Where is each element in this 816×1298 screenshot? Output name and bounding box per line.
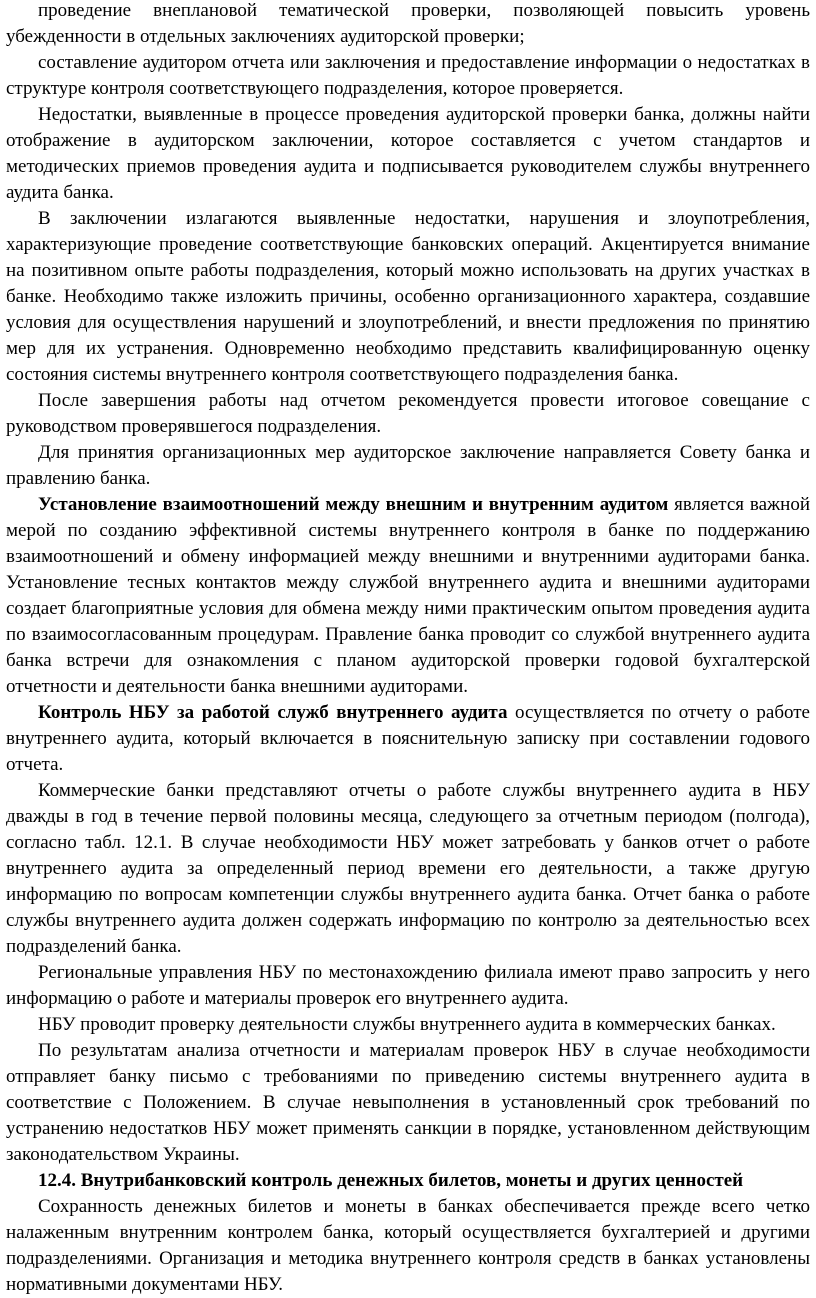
closing-paragraph (6, 1194, 810, 1298)
paragraph-12-text: По результатам анализа отчетности и материалам проверок НБУ в случае необходимости отправляет банку письмо с требованиями по приведению системы внутреннего аудита в соответствие с Положением. В случае невыполнения в установленный срок требований по устранению недостатков НБУ может применять санкции в порядке, установленном действующим законодательством Украины. (6, 1040, 810, 1165)
paragraph-8-text: осуществляется по отчету о работе внутреннего аудита, который включается в пояснительную записку при составлении годового отчета. (6, 702, 810, 775)
paragraph-10 (6, 960, 810, 1012)
paragraph-4 (6, 206, 810, 388)
paragraph-7-lead: Установление взаимоотношений между внешним и внутренним аудитом (38, 494, 669, 515)
paragraph-2 (6, 50, 810, 102)
paragraph-1-text: проведение внеплановой тематической проверки, позволяющей повысить уровень убежденности в отдельных заключениях аудиторской проверки; (6, 0, 810, 47)
paragraph-5-text: После завершения работы над отчетом рекомендуется провести итоговое совещание с руководством проверявшегося подразделения. (6, 390, 810, 437)
paragraph-8-lead: Контроль НБУ за работой служб внутреннего аудита (38, 702, 508, 723)
paragraph-10-text: Региональные управления НБУ по местонахождению филиала имеют право запросить у него информацию о работе и материалы проверок его внутреннего аудита. (6, 962, 810, 1009)
closing-paragraph-text: Сохранность денежных билетов и монеты в банках обеспечивается прежде всего четко налаженным внутренним контролем банка, который осуществляется бухгалтерией и другими подразделениями. Организация и методика внутреннего контроля средств в банках установлены нормативными документами НБУ. (6, 1196, 810, 1295)
paragraph-6 (6, 440, 810, 492)
paragraph-7 (6, 492, 810, 700)
paragraph-9-text: Коммерческие банки представляют отчеты о работе службы внутреннего аудита в НБУ дважды в год в течение первой половины месяца, следующего за отчетным периодом (полгода), согласно табл. 12.1. В случае необходимости НБУ может затребовать у банков отчет о работе внутреннего аудита за определенный период времени его деятельности, а также другую информацию по вопросам компетенции службы внутреннего аудита банка. Отчет банка о работе службы внутреннего аудита должен содержать информацию по контролю за деятельностью всех подразделений банка. (6, 780, 810, 957)
paragraph-9 (6, 778, 810, 960)
paragraph-8 (6, 700, 810, 778)
paragraph-6-text: Для принятия организационных мер аудиторское заключение направляется Совету банка и правлению банка. (6, 442, 810, 489)
paragraph-11-text: НБУ проводит проверку деятельности службы внутреннего аудита в коммерческих банках. (38, 1014, 776, 1035)
paragraph-4-text: В заключении излагаются выявленные недостатки, нарушения и злоупотребления, характеризующие проведение соответствующие банковских операций. Акцентируется внимание на позитивном опыте работы подразделения, который можно использовать на других участках в банке. Необходимо также изложить причины, особенно организационного характера, создавшие условия для осуществления нарушений и злоупотреблений, и внести предложения по принятию мер для их устранения. Одновременно необходимо представить квалифицированную оценку состояния системы внутреннего контроля соответствующего подразделения банка. (6, 208, 810, 385)
paragraph-3-text: Недостатки, выявленные в процессе проведения аудиторской проверки банка, должны найти отображение в аудиторском заключении, которое составляется с учетом стандартов и методических приемов проведения аудита и подписывается руководителем службы внутреннего аудита банка. (6, 104, 810, 203)
paragraph-2-text: составление аудитором отчета или заключения и предоставление информации о недостатках в структуре контроля соответствующего подразделения, которое проверяется. (6, 52, 810, 99)
section-heading: 12.4. Внутрибанковский контроль денежных билетов, монеты и других ценностей (38, 1170, 744, 1191)
paragraph-1 (6, 0, 810, 50)
paragraph-11 (6, 1012, 810, 1038)
paragraph-5 (6, 388, 810, 440)
paragraph-12 (6, 1038, 810, 1168)
paragraph-7-text: является важной мерой по созданию эффективной системы внутреннего контроля в банке по поддержанию взаимоотношений и обмену информацией между внешними и внутренними аудиторами банка. Установление тесных контактов между службой внутреннего аудита и внешними аудиторами создает благоприятные условия для обмена между ними практическим опытом проведения аудита по взаимосогласованным процедурам. Правление банка проводит со службой внутреннего аудита банка встречи для ознакомления с планом аудиторской проверки годовой бухгалтерской отчетности и деятельности банка внешними аудиторами. (6, 494, 810, 697)
paragraph-3 (6, 102, 810, 206)
